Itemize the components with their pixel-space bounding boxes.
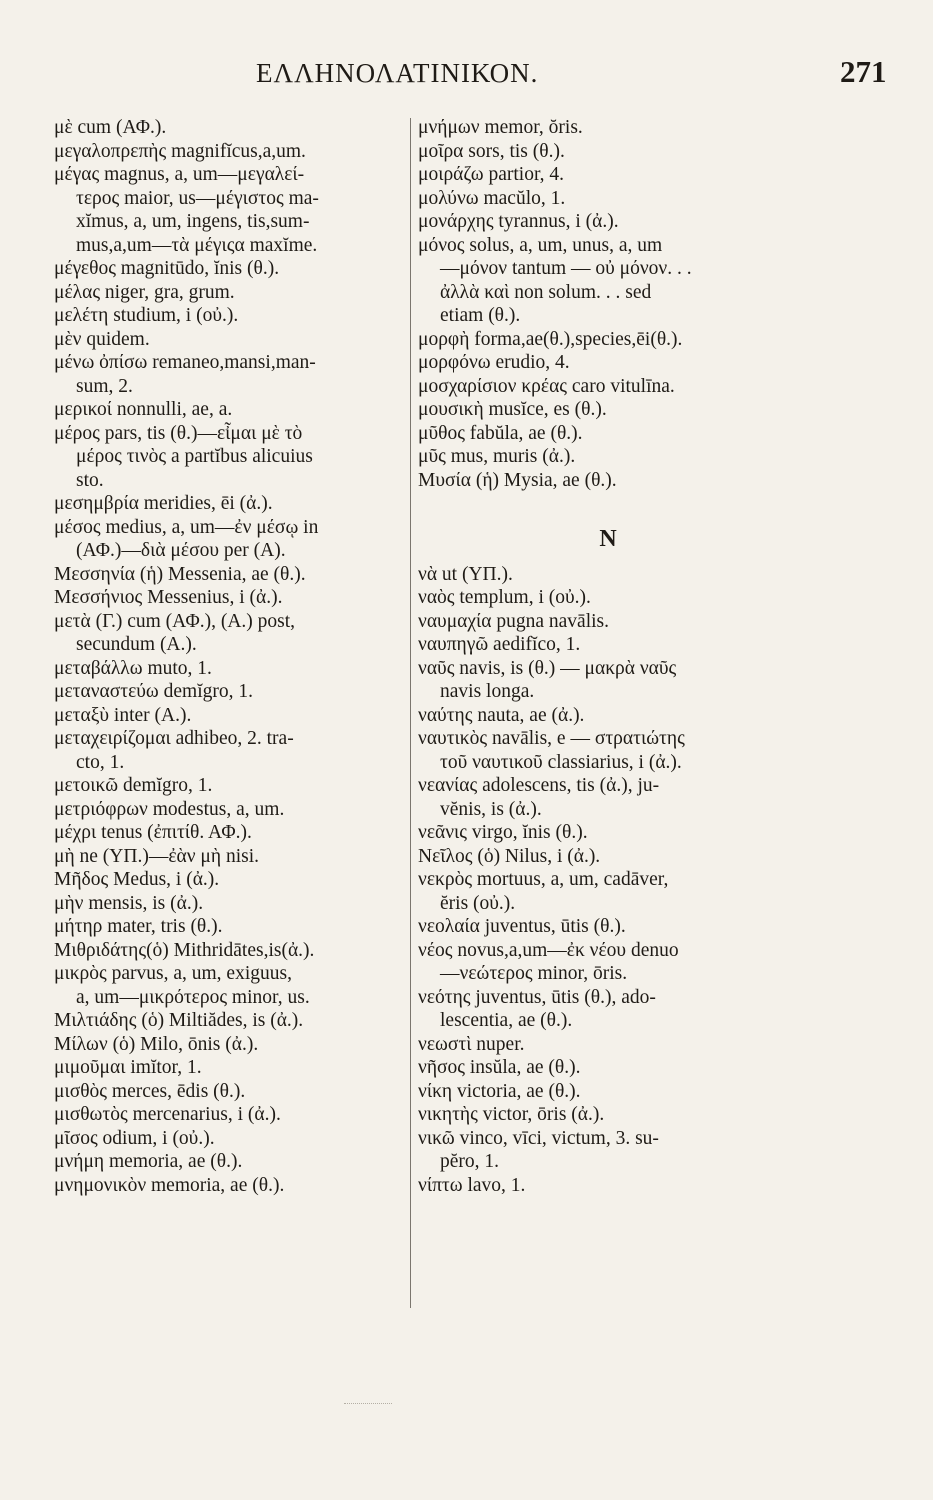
dictionary-entry: ναὸς templum, i (οὐ.). [418, 587, 591, 608]
dictionary-entry: Μιλτιάδης (ὁ) Miltiădes, is (ἀ.). [54, 1010, 304, 1031]
dictionary-entry: μέχρι tenus (ἐπιτίθ. ΑΦ.). [54, 822, 252, 843]
dictionary-entry: μνημονικὸν memoria, ae (θ.). [54, 1174, 285, 1196]
dictionary-entry: νεᾶνις virgo, ĭnis (θ.). [418, 822, 588, 843]
dictionary-entry: νίπτω lavo, 1. [418, 1174, 526, 1196]
dictionary-entry: μετοικῶ demĭgro, 1. [54, 775, 213, 796]
dictionary-entry: μερικοί nonnulli, ae, a. [54, 399, 233, 420]
dictionary-entry: Μεσσηνία (ἡ) Messenia, ae (θ.). [54, 563, 306, 585]
dictionary-entry: μνήμων memor, ŏris. [418, 117, 583, 138]
dictionary-entry: μῖσος odium, i (οὐ.). [54, 1127, 215, 1149]
entry-continuation-line: lescentia, ae (θ.). [440, 1010, 573, 1031]
dictionary-entry: μουσικὴ musĭce, es (θ.). [418, 399, 607, 420]
dictionary-entry: Μίλων (ὁ) Milo, ōnis (ἀ.). [54, 1033, 259, 1055]
dictionary-entry: μὲν quidem. [54, 328, 150, 350]
entry-continuation-line: etiam (θ.). [440, 305, 521, 326]
dictionary-entry: νικητὴς victor, ōris (ἀ.). [418, 1104, 605, 1125]
dictionary-entry: νῆσος insŭla, ae (θ.). [418, 1057, 581, 1078]
dictionary-entry: ναυτικὸς navālis, e — στρατιώτης [418, 728, 685, 749]
dictionary-entry: μεταξὺ inter (Α.). [54, 704, 192, 726]
dictionary-entry: νεολαία juventus, ūtis (θ.). [418, 916, 626, 937]
dictionary-entry: μὲ cum (ΑΦ.). [54, 117, 167, 138]
entry-continuation-line: a, um—μικρότερος minor, us. [76, 986, 310, 1008]
dictionary-entry: ναῦς navis, is (θ.) — μακρὰ ναῦς [418, 657, 677, 679]
entry-continuation-line: secundum (Α.). [76, 634, 197, 655]
dictionary-entry: μὴν mensis, is (ἀ.). [54, 892, 204, 914]
dictionary-entry: ναύτης nauta, ae (ἀ.). [418, 704, 585, 726]
dictionary-entry: μισθωτὸς mercenarius, i (ἀ.). [54, 1104, 281, 1125]
entry-continuation-line: —νεώτερος minor, ōris. [440, 963, 628, 984]
running-title: ΕΛΛΗΝΟΛΑΤΙΝΙΚΟΝ. [256, 58, 539, 88]
dictionary-entry: νὰ ut (ΥΠ.). [418, 563, 513, 585]
dictionary-entry: μέγεθος magnitūdo, ĭnis (θ.). [54, 258, 280, 279]
entry-continuation-line: sum, 2. [76, 375, 133, 397]
dictionary-entry: μοῖρα sors, tis (θ.). [418, 140, 565, 162]
dictionary-entry: μεταβάλλω muto, 1. [54, 657, 212, 679]
dictionary-entry: μιμοῦμαι imĭtor, 1. [54, 1057, 202, 1078]
dictionary-entry: Μιθριδάτης(ὁ) Mithridātes,is(ἀ.). [54, 939, 315, 961]
dictionary-entry: μοιράζω partior, 4. [418, 164, 565, 185]
dictionary-entry: μέλας niger, gra, grum. [54, 281, 235, 303]
entry-continuation-line: μέρος τινὸς a partĭbus alicuius [76, 446, 313, 467]
dictionary-entry: μεταχειρίζομαι adhibeo, 2. tra- [54, 728, 294, 749]
entry-continuation-line: τοῦ ναυτικοῦ classiarius, i (ἀ.). [440, 751, 682, 773]
dictionary-entry: μεταναστεύω demĭgro, 1. [54, 681, 253, 702]
entry-continuation-line: τερος maior, us—μέγιστος ma- [76, 187, 319, 209]
scan-artifact [344, 1403, 392, 1410]
dictionary-entry: μῦθος fabŭla, ae (θ.). [418, 422, 583, 444]
entry-continuation-line: ἀλλὰ καὶ non solum. . . sed [440, 281, 652, 303]
dictionary-entry: μετριόφρων modestus, a, um. [54, 798, 285, 820]
dictionary-entry: μὴ ne (ΥΠ.)—ἐὰν μὴ nisi. [54, 845, 260, 867]
section-gap [418, 492, 818, 516]
dictionary-entry: μνήμη memoria, ae (θ.). [54, 1151, 243, 1172]
dictionary-entry: Μεσσήνιος Messenius, i (ἀ.). [54, 587, 283, 608]
dictionary-entry: μονάρχης tyrannus, i (ἀ.). [418, 211, 619, 232]
entry-continuation-line: xĭmus, a, um, ingens, tis,sum- [76, 211, 310, 232]
dictionary-entry: Νεῖλος (ὁ) Nilus, i (ἀ.). [418, 845, 601, 867]
dictionary-entry: νικῶ vinco, vīci, victum, 3. su- [418, 1127, 659, 1149]
dictionary-entry: μικρὸς parvus, a, um, exiguus, [54, 963, 292, 984]
dictionary-entry: νεωστὶ nuper. [418, 1033, 525, 1055]
dictionary-entry: μεσημβρία meridies, ēi (ἀ.). [54, 493, 273, 514]
dictionary-entry: μῦς mus, muris (ἀ.). [418, 446, 576, 467]
dictionary-entry: μέσος medius, a, um—ἐν μέσῳ in [54, 516, 319, 538]
entry-continuation-line: mus,a,um—τὰ μέγιςα maxĭme. [76, 234, 318, 256]
right-column [418, 116, 818, 1197]
dictionary-entry: μεγαλοπρεπὴς magnifĭcus,a,um. [54, 140, 306, 162]
dictionary-entry: μέρος pars, tis (θ.)—εἶμαι μὲ τὸ [54, 422, 303, 444]
n-entries [418, 563, 818, 1198]
dictionary-entry: μοσχαρίσιον κρέας caro vitulīna. [418, 375, 675, 397]
dictionary-entry: νεκρὸς mortuus, a, um, cadāver, [418, 869, 669, 890]
dictionary-entry: νίκη victoria, ae (θ.). [418, 1080, 581, 1102]
entry-continuation-line: pĕro, 1. [440, 1151, 500, 1172]
entry-continuation-line: ĕris (οὐ.). [440, 892, 516, 914]
dictionary-entry: μήτηρ mater, tris (θ.). [54, 916, 223, 937]
dictionary-entry: νεότης juventus, ūtis (θ.), ado- [418, 986, 656, 1008]
entry-continuation-line: sto. [76, 469, 104, 491]
page-header [0, 54, 933, 98]
dictionary-entry: μορφὴ forma,ae(θ.),species,ēi(θ.). [418, 328, 683, 350]
dictionary-entry: μέγας magnus, a, um—μεγαλεί- [54, 164, 305, 185]
dictionary-entry: Μυσία (ἡ) Mysia, ae (θ.). [418, 469, 617, 491]
section-letter-heading: Ν [599, 525, 617, 552]
dictionary-entry: ναυπηγῶ aedifĭco, 1. [418, 634, 581, 655]
dictionary-entry: μολύνω macŭlo, 1. [418, 187, 566, 209]
left-column [54, 116, 404, 1197]
entry-continuation-line: (ΑΦ.)—διὰ μέσου per (Α). [76, 540, 286, 561]
entry-continuation-line: cto, 1. [76, 751, 125, 773]
dictionary-entry: νεανίας adolescens, tis (ἀ.), ju- [418, 775, 660, 796]
dictionary-entry: μένω ὀπίσω remaneo,mansi,man- [54, 352, 316, 373]
dictionary-entry: νέος novus,a,um—ἐκ νέου denuo [418, 939, 679, 961]
entry-continuation-line: —μόνον tantum — οὐ μόνον. . . [440, 258, 692, 279]
column-divider [410, 118, 411, 1308]
page-number: 271 [840, 54, 887, 89]
dictionary-entry: μελέτη studium, i (οὐ.). [54, 305, 239, 326]
dictionary-entry: μορφόνω erudio, 4. [418, 352, 570, 373]
entry-continuation-line: vĕnis, is (ἀ.). [440, 798, 542, 820]
dictionary-entry: μετὰ (Γ.) cum (ΑΦ.), (Α.) post, [54, 610, 296, 632]
dictionary-entry: μισθὸς merces, ēdis (θ.). [54, 1080, 246, 1102]
dictionary-entry: Μῆδος Medus, i (ἀ.). [54, 869, 220, 890]
m-entries [418, 116, 818, 492]
entry-continuation-line: navis longa. [440, 681, 535, 702]
dictionary-entry: μόνος solus, a, um, unus, a, um [418, 234, 663, 256]
dictionary-entry: ναυμαχία pugna navālis. [418, 610, 609, 632]
